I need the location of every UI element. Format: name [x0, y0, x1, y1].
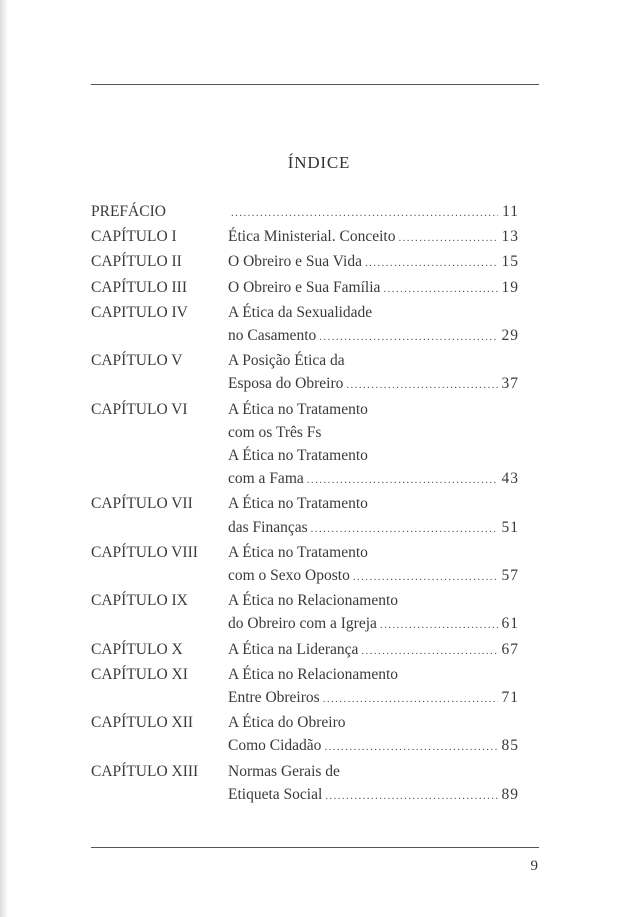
toc-entry — [91, 225, 519, 250]
toc-page-number: 15 — [501, 253, 519, 271]
toc-title-text: Etiqueta Social — [228, 785, 323, 803]
toc-title-text: A Ética no Tratamento — [228, 447, 368, 465]
toc-title-line — [228, 783, 519, 808]
toc-title-text: Entre Obreiros — [228, 689, 320, 707]
toc-dot-leader — [311, 518, 498, 541]
toc-page-number: 19 — [501, 278, 519, 296]
toc-entry — [91, 760, 519, 808]
toc-entry — [91, 492, 519, 540]
toc-title-text: do Obreiro com a Igreja — [228, 615, 377, 633]
toc-chapter-label: CAPÍTULO VIII — [91, 543, 198, 561]
toc-entry — [91, 541, 519, 589]
toc-page-number: 29 — [501, 327, 519, 345]
toc-page-number: 67 — [501, 640, 519, 658]
toc-chapter-label: CAPÍTULO VII — [91, 495, 193, 513]
toc-page-number: 13 — [501, 228, 519, 246]
toc-title-line — [228, 444, 519, 467]
toc-title-line — [228, 541, 519, 564]
toc-title-text: A Ética da Sexualidade — [228, 303, 373, 321]
toc-entry — [91, 663, 519, 711]
toc-title-line — [228, 686, 519, 711]
toc-dot-leader — [361, 640, 498, 663]
toc-title-line — [228, 638, 519, 663]
toc-chapter-label: CAPÍTULO XII — [91, 714, 194, 732]
toc-title-text: A Posição Ética da — [228, 352, 345, 370]
toc-title-line — [228, 276, 519, 301]
toc-title-line — [228, 398, 519, 421]
toc-chapter-label: CAPITULO IV — [91, 303, 188, 321]
toc-chapter-label: CAPÍTULO VI — [91, 400, 188, 418]
toc-title-text: das Finanças — [228, 518, 308, 536]
toc-title-line — [228, 760, 519, 783]
toc-dot-leader — [365, 252, 498, 275]
toc-entry — [91, 250, 519, 275]
toc-title-text: O Obreiro e Sua Vida — [228, 253, 362, 271]
toc-title-text: A Ética no Tratamento — [228, 543, 368, 561]
toc-chapter-label: CAPÍTULO XIII — [91, 762, 199, 780]
toc-entry — [91, 349, 519, 397]
toc-entry-titles — [228, 276, 519, 301]
toc-dot-leader — [398, 227, 498, 250]
toc-dot-leader — [380, 614, 498, 637]
toc-title-line — [228, 492, 519, 515]
toc-entry-titles — [228, 541, 519, 589]
toc-entry-titles — [228, 200, 519, 225]
toc-title-text: com o Sexo Oposto — [228, 567, 350, 585]
toc-chapter-label: CAPÍTULO II — [91, 253, 182, 271]
toc-title-text: O Obreiro e Sua Família — [228, 278, 381, 296]
toc-page-number: 37 — [501, 375, 519, 393]
toc-title-text: Normas Gerais de — [228, 762, 340, 780]
toc-entry-titles — [228, 225, 519, 250]
toc-title-text: Esposa do Obreiro — [228, 375, 344, 393]
page-title: ÍNDICE — [287, 153, 351, 172]
toc-dot-leader — [383, 278, 498, 301]
toc-dot-leader — [325, 785, 498, 808]
toc-title-text: A Ética do Obreiro — [228, 714, 346, 732]
toc-entry — [91, 589, 519, 637]
toc-page-number: 85 — [501, 737, 519, 755]
toc-title-text: A Ética no Relacionamento — [228, 665, 399, 683]
toc-title-text: A Ética no Tratamento — [228, 495, 368, 513]
toc-chapter-label: PREFÁCIO — [91, 203, 166, 220]
toc-entry — [91, 276, 519, 301]
toc-entry-titles — [228, 492, 519, 540]
toc-title-line — [228, 349, 519, 372]
toc-title-text: Como Cidadão — [228, 737, 322, 755]
toc-title-line — [228, 589, 519, 612]
toc-entry-titles — [228, 589, 519, 637]
toc-dot-leader — [353, 566, 498, 589]
toc-title-line — [228, 200, 519, 225]
toc-chapter-label: CAPÍTULO V — [91, 352, 183, 370]
toc-title-line — [228, 225, 519, 250]
toc-entry — [91, 398, 519, 493]
toc-dot-leader — [319, 326, 498, 349]
toc-chapter-label: CAPÍTULO IX — [91, 592, 188, 610]
toc-title-line — [228, 663, 519, 686]
toc-entry-titles — [228, 711, 519, 759]
toc-title-line — [228, 612, 519, 637]
toc-chapter-label: CAPÍTULO X — [91, 640, 183, 658]
toc-title-line — [228, 372, 519, 397]
toc-page-number: 57 — [501, 567, 519, 585]
toc-chapter-label: CAPÍTULO III — [91, 278, 187, 296]
page-edge-shadow — [0, 0, 8, 917]
toc-title-text: no Casamento — [228, 327, 317, 345]
toc-title-line — [228, 467, 519, 492]
toc-title-text: com a Fama — [228, 470, 304, 488]
toc-page-number: 61 — [501, 615, 519, 633]
toc-entry — [91, 638, 519, 663]
toc-title-line — [228, 421, 519, 444]
toc-page-number: 71 — [501, 689, 519, 707]
toc-title-line — [228, 564, 519, 589]
toc-entry-titles — [228, 301, 519, 349]
bottom-rule — [91, 847, 539, 848]
toc-page-number: 51 — [501, 518, 519, 536]
toc-entry-titles — [228, 349, 519, 397]
toc-dot-leader — [346, 374, 498, 397]
toc-chapter-label: CAPÍTULO XI — [91, 665, 188, 683]
toc-dot-leader — [307, 469, 498, 492]
toc-entry — [91, 200, 519, 225]
toc-title-line — [228, 324, 519, 349]
toc-entry-titles — [228, 250, 519, 275]
toc-dot-leader — [231, 202, 498, 225]
toc-entry-titles — [228, 663, 519, 711]
toc-page-number: 11 — [502, 203, 519, 220]
toc-chapter-label: CAPÍTULO I — [91, 228, 177, 246]
toc-entry-titles — [228, 398, 519, 493]
toc-entry-titles — [228, 638, 519, 663]
toc-entry — [91, 711, 519, 759]
page-number: 9 — [530, 858, 538, 874]
toc-page-number: 89 — [501, 785, 519, 803]
toc-title-text: A Ética no Tratamento — [228, 400, 368, 418]
toc-title-text: A Ética no Relacionamento — [228, 592, 399, 610]
toc-title-line — [228, 516, 519, 541]
toc-entry-titles — [228, 760, 519, 808]
top-rule — [91, 84, 539, 85]
toc-title-text: Ética Ministerial. Conceito — [228, 228, 396, 246]
toc-title-line — [228, 250, 519, 275]
toc-title-line — [228, 711, 519, 734]
toc-dot-leader — [323, 688, 498, 711]
toc-title-text: A Ética na Liderança — [228, 640, 359, 658]
toc-page-number: 43 — [501, 470, 519, 488]
toc-title-text: com os Três Fs — [228, 423, 322, 441]
toc-dot-leader — [324, 736, 498, 759]
toc-title-line — [228, 734, 519, 759]
toc-title-line — [228, 301, 519, 324]
table-of-contents — [91, 200, 519, 808]
toc-entry — [91, 301, 519, 349]
